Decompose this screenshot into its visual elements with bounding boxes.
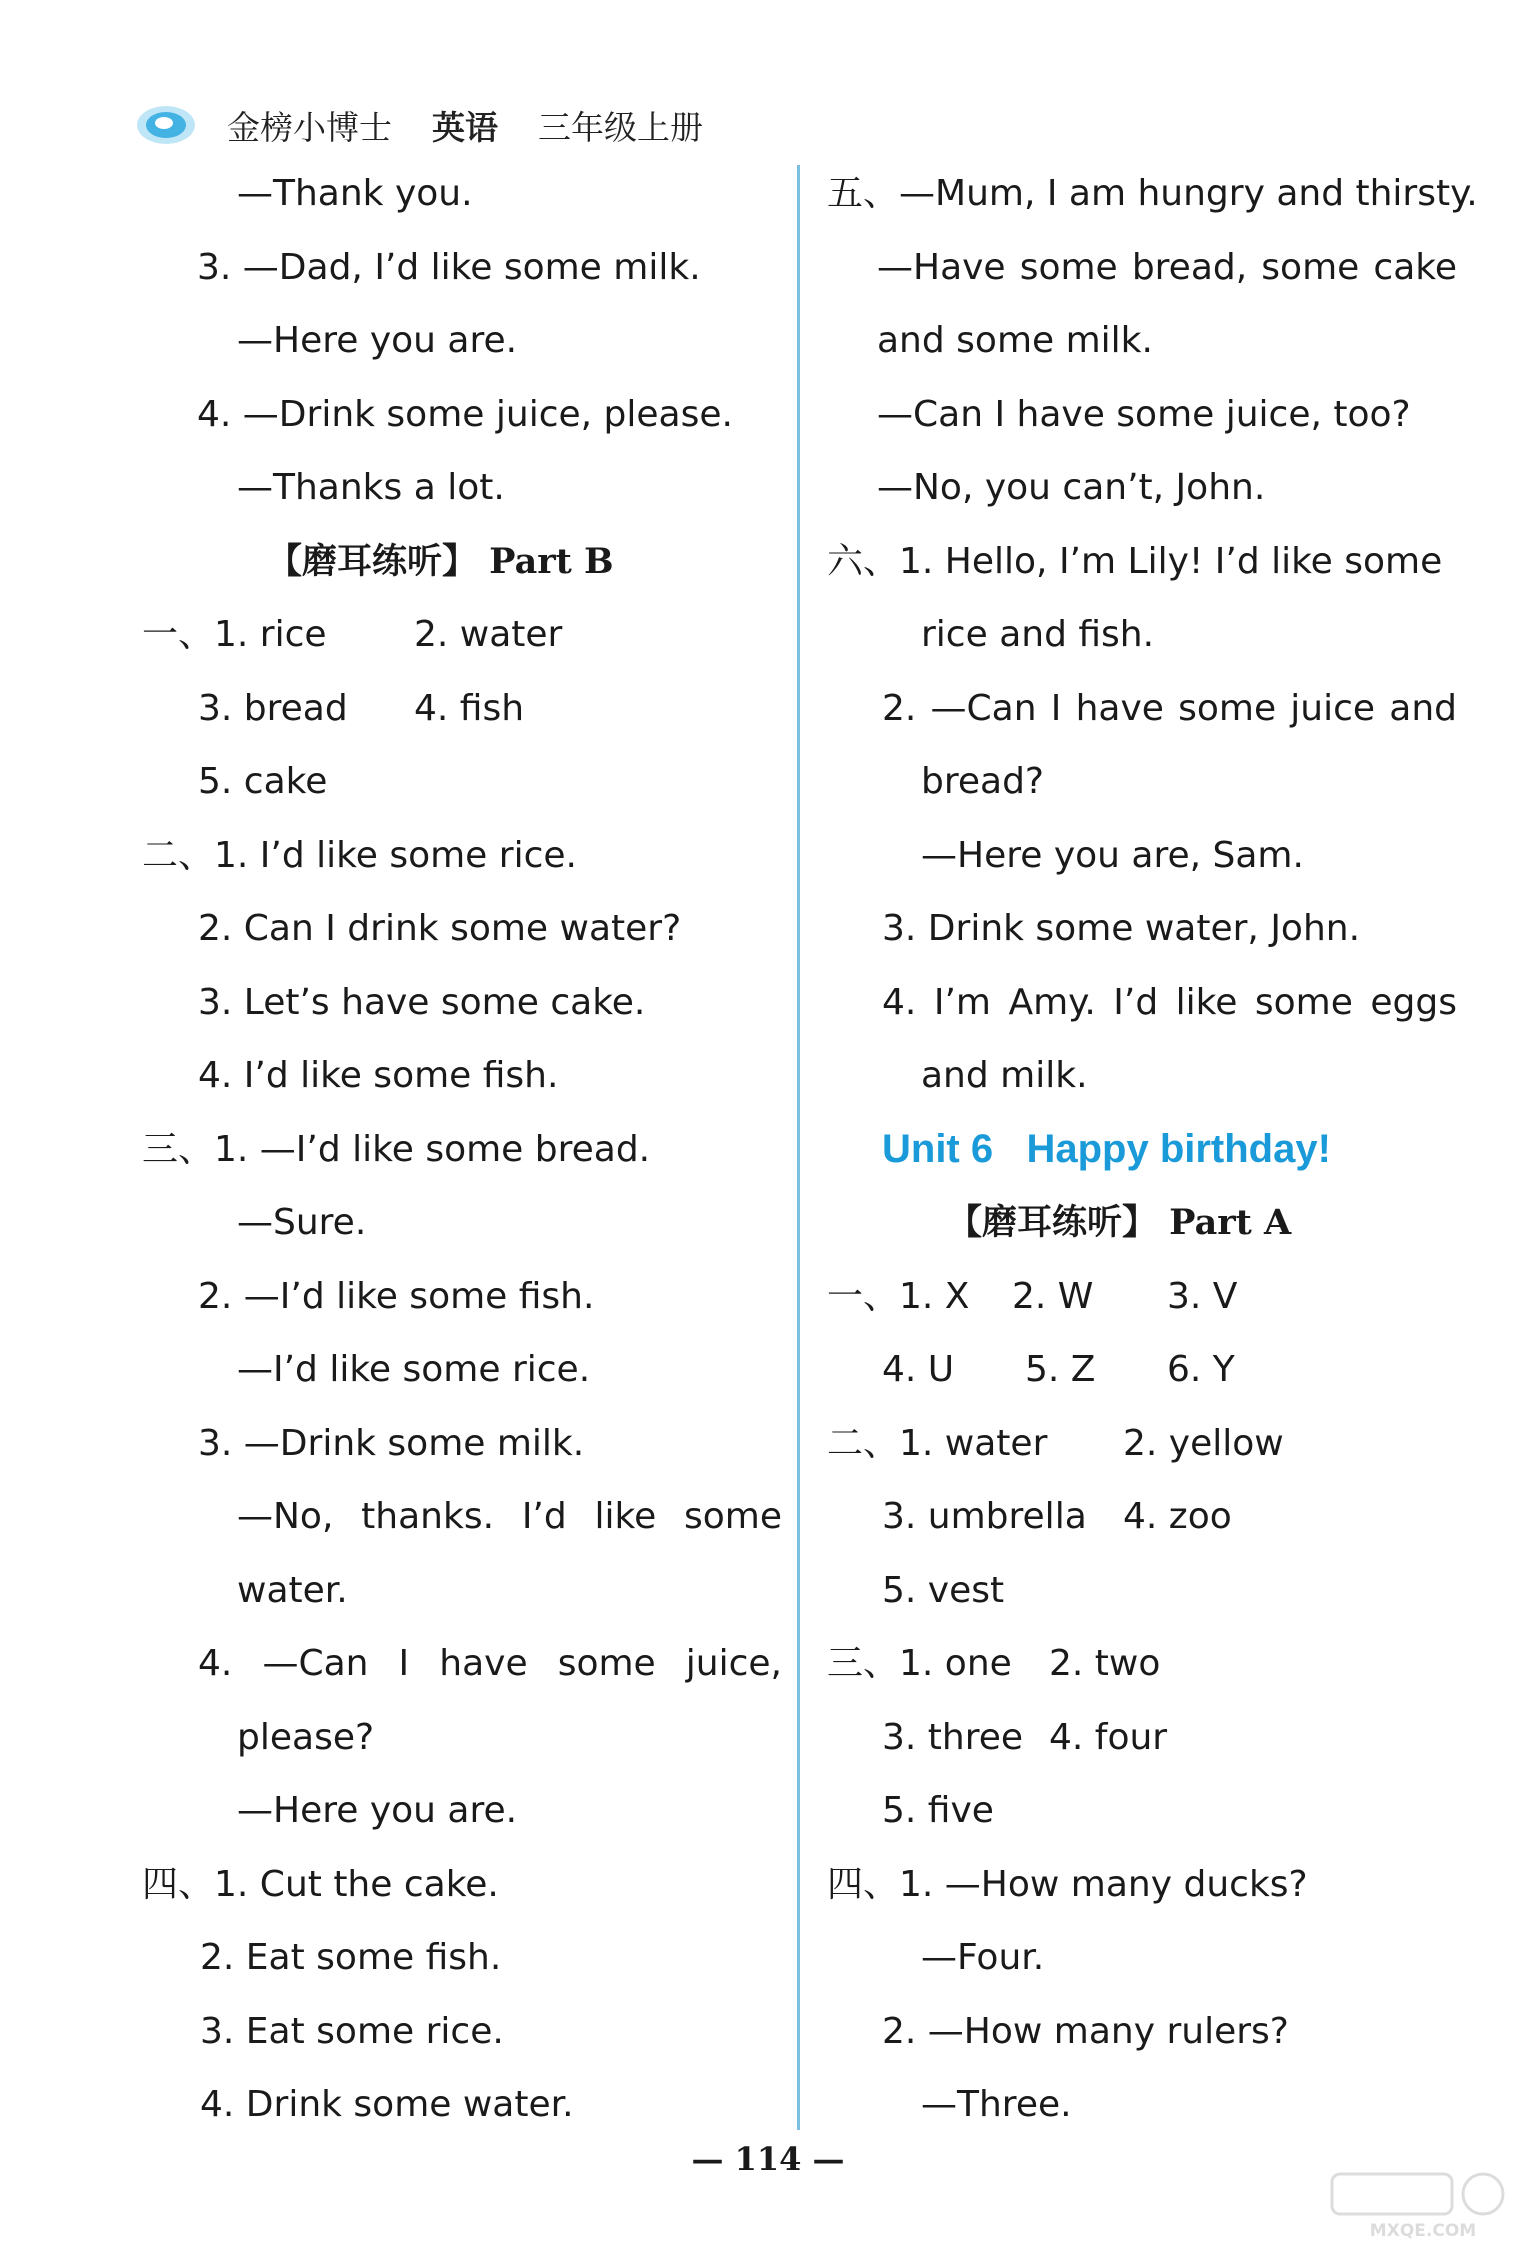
answer-line: 2. —How many rulers? bbox=[882, 2010, 1289, 2052]
answer-line: —No, you can’t, John. bbox=[877, 467, 1266, 508]
answer-line: 3. —Drink some milk. bbox=[198, 1422, 585, 1464]
right-column bbox=[827, 157, 1478, 2142]
answer-line: 五、—Mum, I am hungry and thirsty. bbox=[827, 173, 1478, 214]
answer-line: 3. umbrella 4. zoo bbox=[882, 1496, 1232, 1537]
answer-line: —Thank you. bbox=[237, 173, 473, 214]
answer-line: 一、1. X 2. W 3. V bbox=[827, 1275, 1238, 1317]
answer-line: 3. Eat some rice. bbox=[200, 2010, 504, 2052]
answer-line: 三、1. one 2. two bbox=[827, 1643, 1161, 1684]
answer-line: —Can I have some juice, too? bbox=[877, 393, 1411, 435]
answer-line: 二、1. water 2. yellow bbox=[827, 1422, 1284, 1464]
page-header bbox=[135, 95, 743, 155]
answer-line: and milk. bbox=[921, 1055, 1088, 1096]
answer-line: —Here you are, Sam. bbox=[921, 834, 1304, 876]
answer-line: water. bbox=[237, 1569, 348, 1611]
answer-line: —Here you are. bbox=[237, 1790, 518, 1831]
answer-line: 二、1. I’d like some rice. bbox=[142, 834, 577, 876]
watermark-text: MXQE.COM bbox=[1369, 2221, 1477, 2241]
answer-line: 4. —Drink some juice, please. bbox=[197, 393, 733, 435]
answer-line: —Have some bread, some cake bbox=[877, 246, 1457, 288]
answer-line: 3. —Dad, I’d like some milk. bbox=[197, 246, 701, 288]
answer-line: —Three. bbox=[921, 2084, 1072, 2125]
column-divider bbox=[797, 165, 800, 2130]
answer-line: 三、1. —I’d like some bread. bbox=[142, 1128, 651, 1170]
answer-line: 2. Eat some fish. bbox=[200, 1937, 502, 1978]
unit-title: Unit 6 Happy birthday! bbox=[882, 1126, 1331, 1171]
answer-line: bread? bbox=[921, 761, 1045, 802]
section-heading: 【磨耳练听】 Part A bbox=[947, 1202, 1292, 1243]
answer-line: 2. —I’d like some fish. bbox=[198, 1275, 595, 1317]
answer-line: —Four. bbox=[921, 1937, 1045, 1978]
answer-line: 3. bread 4. fish bbox=[198, 687, 525, 729]
answer-line: 2. Can I drink some water? bbox=[198, 908, 682, 949]
page-number: — 114 — bbox=[691, 2140, 845, 2178]
answer-line: 2. —Can I have some juice and bbox=[882, 687, 1457, 729]
header-brand: 金榜小博士 bbox=[227, 107, 392, 147]
header-grade: 三年级上册 bbox=[538, 107, 703, 147]
answer-line: —Sure. bbox=[237, 1202, 367, 1243]
answer-line: —I’d like some rice. bbox=[237, 1349, 591, 1390]
answer-line: 4. —Can I have some juice, bbox=[198, 1643, 782, 1684]
answer-line: rice and fish. bbox=[921, 614, 1155, 655]
answer-line: and some milk. bbox=[877, 320, 1153, 361]
answer-line: 5. cake bbox=[198, 761, 328, 802]
answer-line: 一、1. rice 2. water bbox=[142, 614, 563, 655]
answer-line: 六、1. Hello, I’m Lily! I’d like some bbox=[827, 540, 1443, 582]
answer-line: 4. I’m Amy. I’d like some eggs bbox=[882, 981, 1457, 1023]
answer-line: 3. Let’s have some cake. bbox=[198, 981, 646, 1023]
answer-line: 5. five bbox=[882, 1790, 994, 1831]
answer-line: 3. Drink some water, John. bbox=[882, 908, 1361, 949]
answer-line: 3. three 4. four bbox=[882, 1716, 1168, 1758]
answer-line: —Thanks a lot. bbox=[237, 467, 505, 508]
answer-line: 四、1. —How many ducks? bbox=[827, 1863, 1308, 1905]
answer-line: —No, thanks. I’d like some bbox=[237, 1496, 782, 1537]
answer-line: 4. I’d like some fish. bbox=[198, 1055, 559, 1096]
header-subject: 英语 bbox=[432, 107, 498, 147]
answer-line: 5. vest bbox=[882, 1569, 1005, 1611]
answer-line: —Here you are. bbox=[237, 320, 518, 361]
section-heading: 【磨耳练听】 Part B bbox=[267, 540, 614, 582]
answer-line: 4. Drink some water. bbox=[200, 2084, 574, 2125]
left-column bbox=[142, 157, 782, 2142]
answer-line: please? bbox=[237, 1716, 375, 1758]
brand-logo-icon bbox=[135, 103, 197, 147]
watermark-stamp bbox=[1328, 2170, 1518, 2242]
answer-line: 四、1. Cut the cake. bbox=[142, 1863, 499, 1905]
answer-line: 4. U 5. Z 6. Y bbox=[882, 1349, 1235, 1390]
